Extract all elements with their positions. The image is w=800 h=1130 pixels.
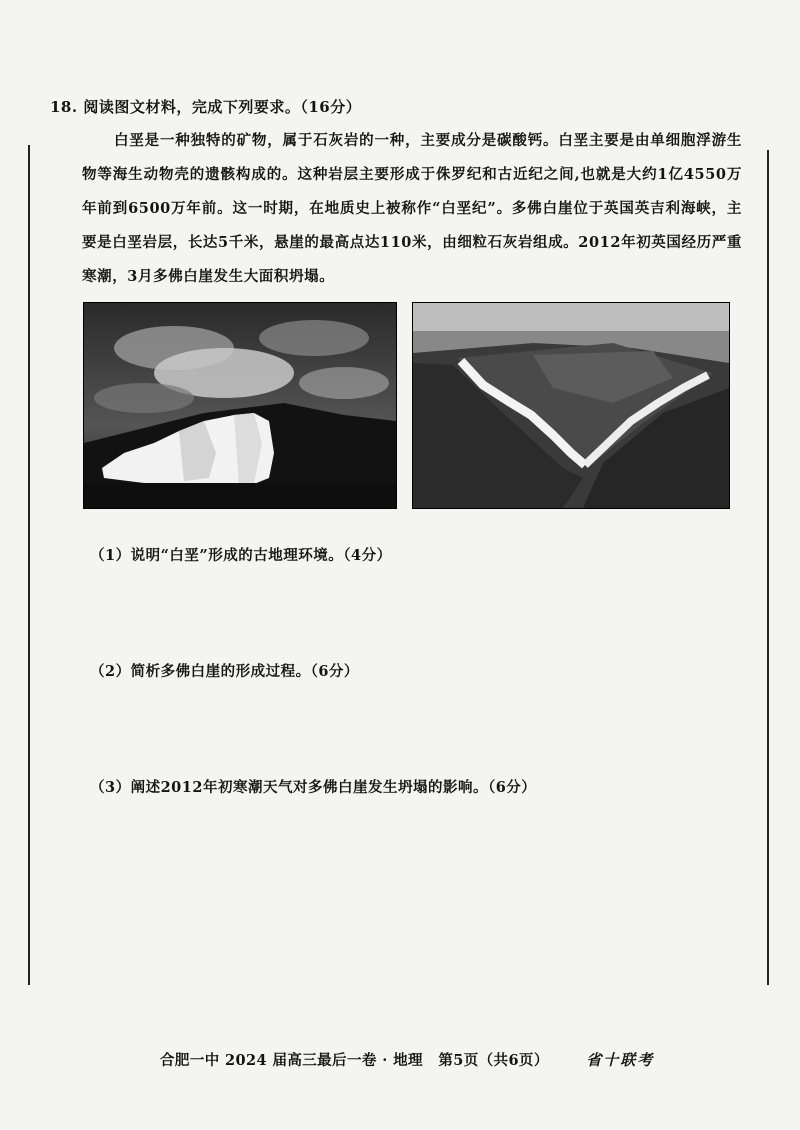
question-title: 18. 阅读图文材料，完成下列要求。（16分） [50, 98, 362, 116]
white-cliffs-photo [83, 302, 397, 509]
left-margin-rule [28, 145, 30, 985]
sub-question-2: （2）简析多佛白崖的形成过程。（6分） [90, 663, 359, 680]
sub-question-1: （1）说明“白垩”形成的古地理环境。（4分） [90, 547, 392, 564]
footer-page-number: 第5页（共6页） [438, 1052, 549, 1069]
passage-text: 白垩是一种独特的矿物，属于石灰岩的一种，主要成分是碳酸钙。白垩主要是由单细胞浮游生物等海生动物壳的遗骸构成的。这种岩层主要形成于侏罗纪和古近纪之间,也就是大约1亿4550万年前到6500万年前。这一时期，在地质史上被称作“白垩纪”。多佛白崖位于英国英吉利海峡，主要是白垩岩层，长达5千米，悬崖的最高点达110米，由细粒石灰岩组成。2012年初英国经历严重寒潮，3月多佛白崖发生大面积坍塌。 [82, 132, 742, 285]
aerial-cliffs-photo [412, 302, 730, 509]
right-margin-rule [767, 150, 769, 985]
page-footer [160, 1049, 664, 1070]
footer-brand: 省十联考 [586, 1051, 655, 1069]
footer-exam-title: 合肥一中 2024 届高三最后一卷 · 地理 [160, 1052, 423, 1069]
sub-question-3: （3）阐述2012年初寒潮天气对多佛白崖发生坍塌的影响。（6分） [90, 779, 537, 796]
question-passage [82, 124, 742, 294]
